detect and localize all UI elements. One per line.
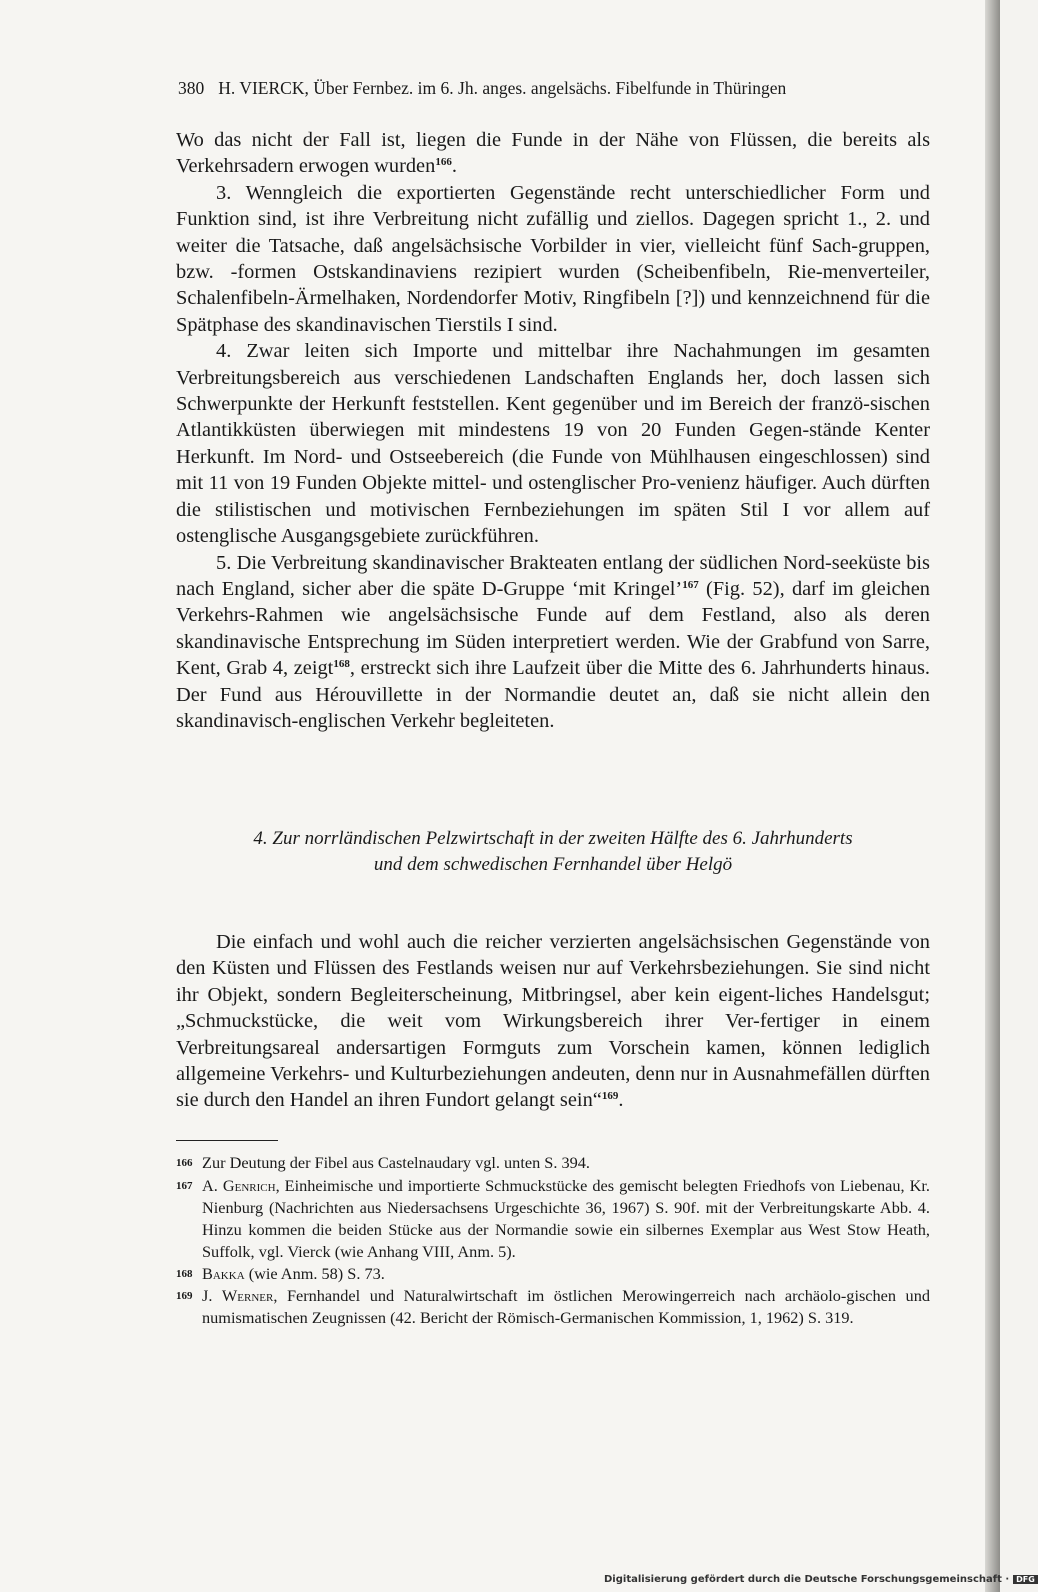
- footnote-ref-167[interactable]: 167: [682, 578, 699, 591]
- page-number: 380: [178, 78, 205, 98]
- digitization-footer: [604, 1574, 1035, 1585]
- section-heading-line-2: und dem schwedischen Fernhandel über Helgö: [373, 854, 733, 875]
- running-header: [178, 78, 858, 99]
- paragraph-1: Wo das nicht der Fall ist, liegen die Funde in der Nähe von Flüssen, die bereits als Verkehrsadern erwogen wurden$^{166}$.: [176, 129, 930, 178]
- footnotes: [176, 1152, 930, 1329]
- running-title: H. VIERCK, Über Fernbez. im 6. Jh. anges. angelsächs. Fibelfunde in Thüringen: [218, 78, 787, 98]
- main-text: [176, 127, 930, 734]
- section-text: [176, 929, 930, 1114]
- footnote-ref-168[interactable]: 168: [333, 658, 350, 671]
- footnote-divider: [176, 1140, 278, 1141]
- footnote-ref-169[interactable]: 169: [601, 1090, 619, 1103]
- section-heading-line-1: 4. Zur norrländischen Pelzwirtschaft in der zweiten Hälfte des 6. Jahrhunderts: [253, 828, 853, 849]
- paragraph-2: 3. Wenngleich die exportierten Gegenstände recht unterschiedlicher Form und Funktion sind, ist ihre Verbreitung nicht zufällig und ziellos. Dagegen spricht 1., 2. und weiter die Tatsache, daß angelsächsische Vorbilder in vier, vielleicht fünf Sach-gruppen, bzw. -formen Ostskandinaviens rezipiert wurden (Scheibenfibeln, Rie-menverteiler, Schalenfibeln-Ärmelhaken, Nordendorfer Motiv, Ringfibeln [?]) und kennzeichnend für die Spätphase des skandinavischen Tierstils I sind.: [176, 181, 930, 336]
- paragraph-4: 5. Die Verbreitung skandinavischer Brakteaten entlang der südlichen Nord-seeküste bis nach England, sicher aber die späte D-Gruppe ‘mit Kringel’$^{167}$ (Fig. 52), darf im gleichen Verkehrs-Rahmen wie angelsächsische Funde auf dem Festland, also als deren skandinavische Entsprechung im Süden interpretiert werden. Wie der Grabfund von Sarre, Kent, Grab 4, zeigt$^{168}$, erstreckt sich ihre Laufzeit über die Mitte des 6. Jahrhunderts hinaus. Der Fund aus Hérouvillette in der Normandie deutet an, daß sie nicht allein den skandinavisch-englischen Verkehr begleiteten.: [176, 551, 930, 732]
- footnote-168: 168 Bakka (wie Anm. 58) S. 73.: [176, 1263, 385, 1283]
- footnote-169: 169 J. Werner, Fernhandel und Naturalwirtschaft im östlichen Merowingerreich nach archäolo-gischen und numismatischen Zeugnissen (42. Bericht der Römisch-Germanischen Kommission, 1, 1962) S. 319.: [176, 1286, 930, 1328]
- section-paragraph-1: Die einfach und wohl auch die reicher verzierten angelsächsischen Gegenstände von den Küsten und Flüssen des Festlands weisen nur auf Verkehrsbeziehungen. Sie sind nicht ihr Objekt, sondern Begleiterscheinung, Mitbringsel, aber kein eigent-liches Handelsgut; „Schmuckstücke, die weit vom Wirkungsbereich ihrer Ver-fertiger in einem Verbreitungsareal andersartigen Formguts zum Vorschein kamen, können lediglich allgemeine Verkehrs- und Kulturbeziehungen andeuten, denn nur in Ausnahmefällen dürften sie durch den Handel an ihren Fundort gelangt sein“$^{169}$.: [176, 931, 930, 1112]
- dfg-logo: DFG: [1013, 1575, 1038, 1584]
- page-edge-shadow: [985, 0, 1000, 1592]
- footnote-167: 167 A. Genrich, Einheimische und importierte Schmuckstücke des gemischt belegten Friedhofs von Liebenau, Kr. Nienburg (Nachrichten aus Niedersachsens Urgeschichte 36, 1967) S. 90f. mit der Verbreitungskarte Abb. 4. Hinzu kommen die beiden Stücke aus der Normandie sowie ein silbernes Exemplar aus West Stow Heath, Suffolk, vgl. Vierck (wie Anhang VIII, Anm. 5).: [176, 1175, 930, 1261]
- footer-text: Digitalisierung gefördert durch die Deutsche Forschungsgemeinschaft ·: [604, 1574, 1010, 1585]
- footnote-166: 166 Zur Deutung der Fibel aus Castelnaudary vgl. unten S. 394.: [176, 1153, 590, 1172]
- footnote-ref-166[interactable]: 166: [435, 156, 452, 169]
- section-heading: [176, 826, 930, 878]
- paragraph-3: 4. Zwar leiten sich Importe und mittelbar ihre Nachahmungen im gesamten Verbreitungsbereich aus verschiedenen Landschaften Englands her, doch lassen sich Schwerpunkte der Herkunft feststellen. Kent gegenüber und im Bereich der franzö-sischen Atlantikküsten überwiegen mit mindestens 19 von 20 Funden Gegen-stände Kenter Herkunft. Im Nord- und Ostseebereich (die Funde von Mühlhausen eingeschlossen) sind mit 11 von 19 Funden Objekte mittel- und ostenglischer Pro-venienz häufiger. Auch dürften die stilistischen und motivischen Fernbeziehungen im späten Stil I vor allem auf ostenglische Ausgangsgebiete zurückführen.: [176, 340, 930, 548]
